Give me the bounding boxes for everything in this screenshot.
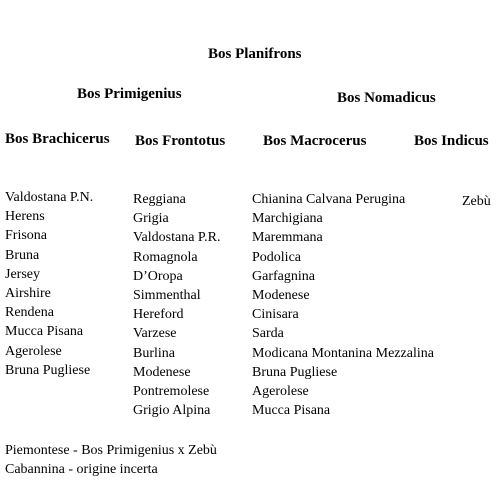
breed-item: Hereford <box>133 307 184 323</box>
breed-item: Simmenthal <box>133 288 201 304</box>
breed-item: Modenese <box>133 364 191 380</box>
breed-item: Mucca Pisana <box>252 403 331 419</box>
breed-item: Rendena <box>5 305 54 321</box>
breed-item: Modenese <box>252 288 310 304</box>
breed-item: Zebù <box>462 194 491 209</box>
breed-item: Burlina <box>133 345 175 361</box>
breed-item: Herens <box>5 209 45 225</box>
heading-bos-frontotus: Bos Frontotus <box>135 133 226 149</box>
heading-bos-planifrons: Bos Planifrons <box>208 46 302 62</box>
breed-item: Modicana Montanina Mezzalina <box>252 345 434 361</box>
breed-list-brachicerus <box>5 188 93 380</box>
heading-bos-primigenius: Bos Primigenius <box>77 86 182 102</box>
breed-item: Maremmana <box>252 230 323 246</box>
breed-item: Garfagnina <box>252 268 315 284</box>
breed-item: Jersey <box>5 266 40 282</box>
breed-item: Valdostana P.N. <box>5 190 94 205</box>
breed-list-indicus <box>462 192 491 211</box>
breed-item: Pontremolese <box>133 384 210 400</box>
heading-bos-macrocerus: Bos Macrocerus <box>263 133 367 149</box>
breed-list-frontotus <box>133 190 221 420</box>
breed-item: Cinisara <box>252 307 299 323</box>
breed-item: Frisona <box>5 228 47 244</box>
breed-item: Romagnola <box>133 249 198 265</box>
heading-bos-nomadicus: Bos Nomadicus <box>337 90 436 106</box>
note-cabannina: Cabannina - origine incerta <box>5 462 158 477</box>
breed-item: Valdostana P.R. <box>133 230 221 246</box>
breed-item: Bruna <box>5 247 40 263</box>
breed-item: Airshire <box>5 286 51 302</box>
breed-item: D’Oropa <box>133 268 183 284</box>
breed-item: Grigio Alpina <box>133 403 211 419</box>
breed-item: Grigia <box>133 211 169 227</box>
breed-item: Bruna Pugliese <box>5 362 91 378</box>
breed-item: Agerolese <box>5 343 62 359</box>
breed-list-macrocerus <box>252 190 434 420</box>
breed-item: Varzese <box>133 326 177 342</box>
breed-item: Sarda <box>252 326 284 342</box>
breed-item: Reggiana <box>133 192 186 207</box>
note-piemontese: Piemontese - Bos Primigenius x Zebù <box>5 443 217 458</box>
breed-item: Agerolese <box>252 384 309 400</box>
breed-item: Marchigiana <box>252 211 323 227</box>
breed-item: Mucca Pisana <box>5 324 84 340</box>
breed-item: Podolica <box>252 249 301 265</box>
breed-item: Bruna Pugliese <box>252 364 338 380</box>
heading-bos-indicus: Bos Indicus <box>414 133 489 149</box>
heading-bos-brachicerus: Bos Brachicerus <box>5 131 110 147</box>
breed-item: Chianina Calvana Perugina <box>252 192 406 207</box>
